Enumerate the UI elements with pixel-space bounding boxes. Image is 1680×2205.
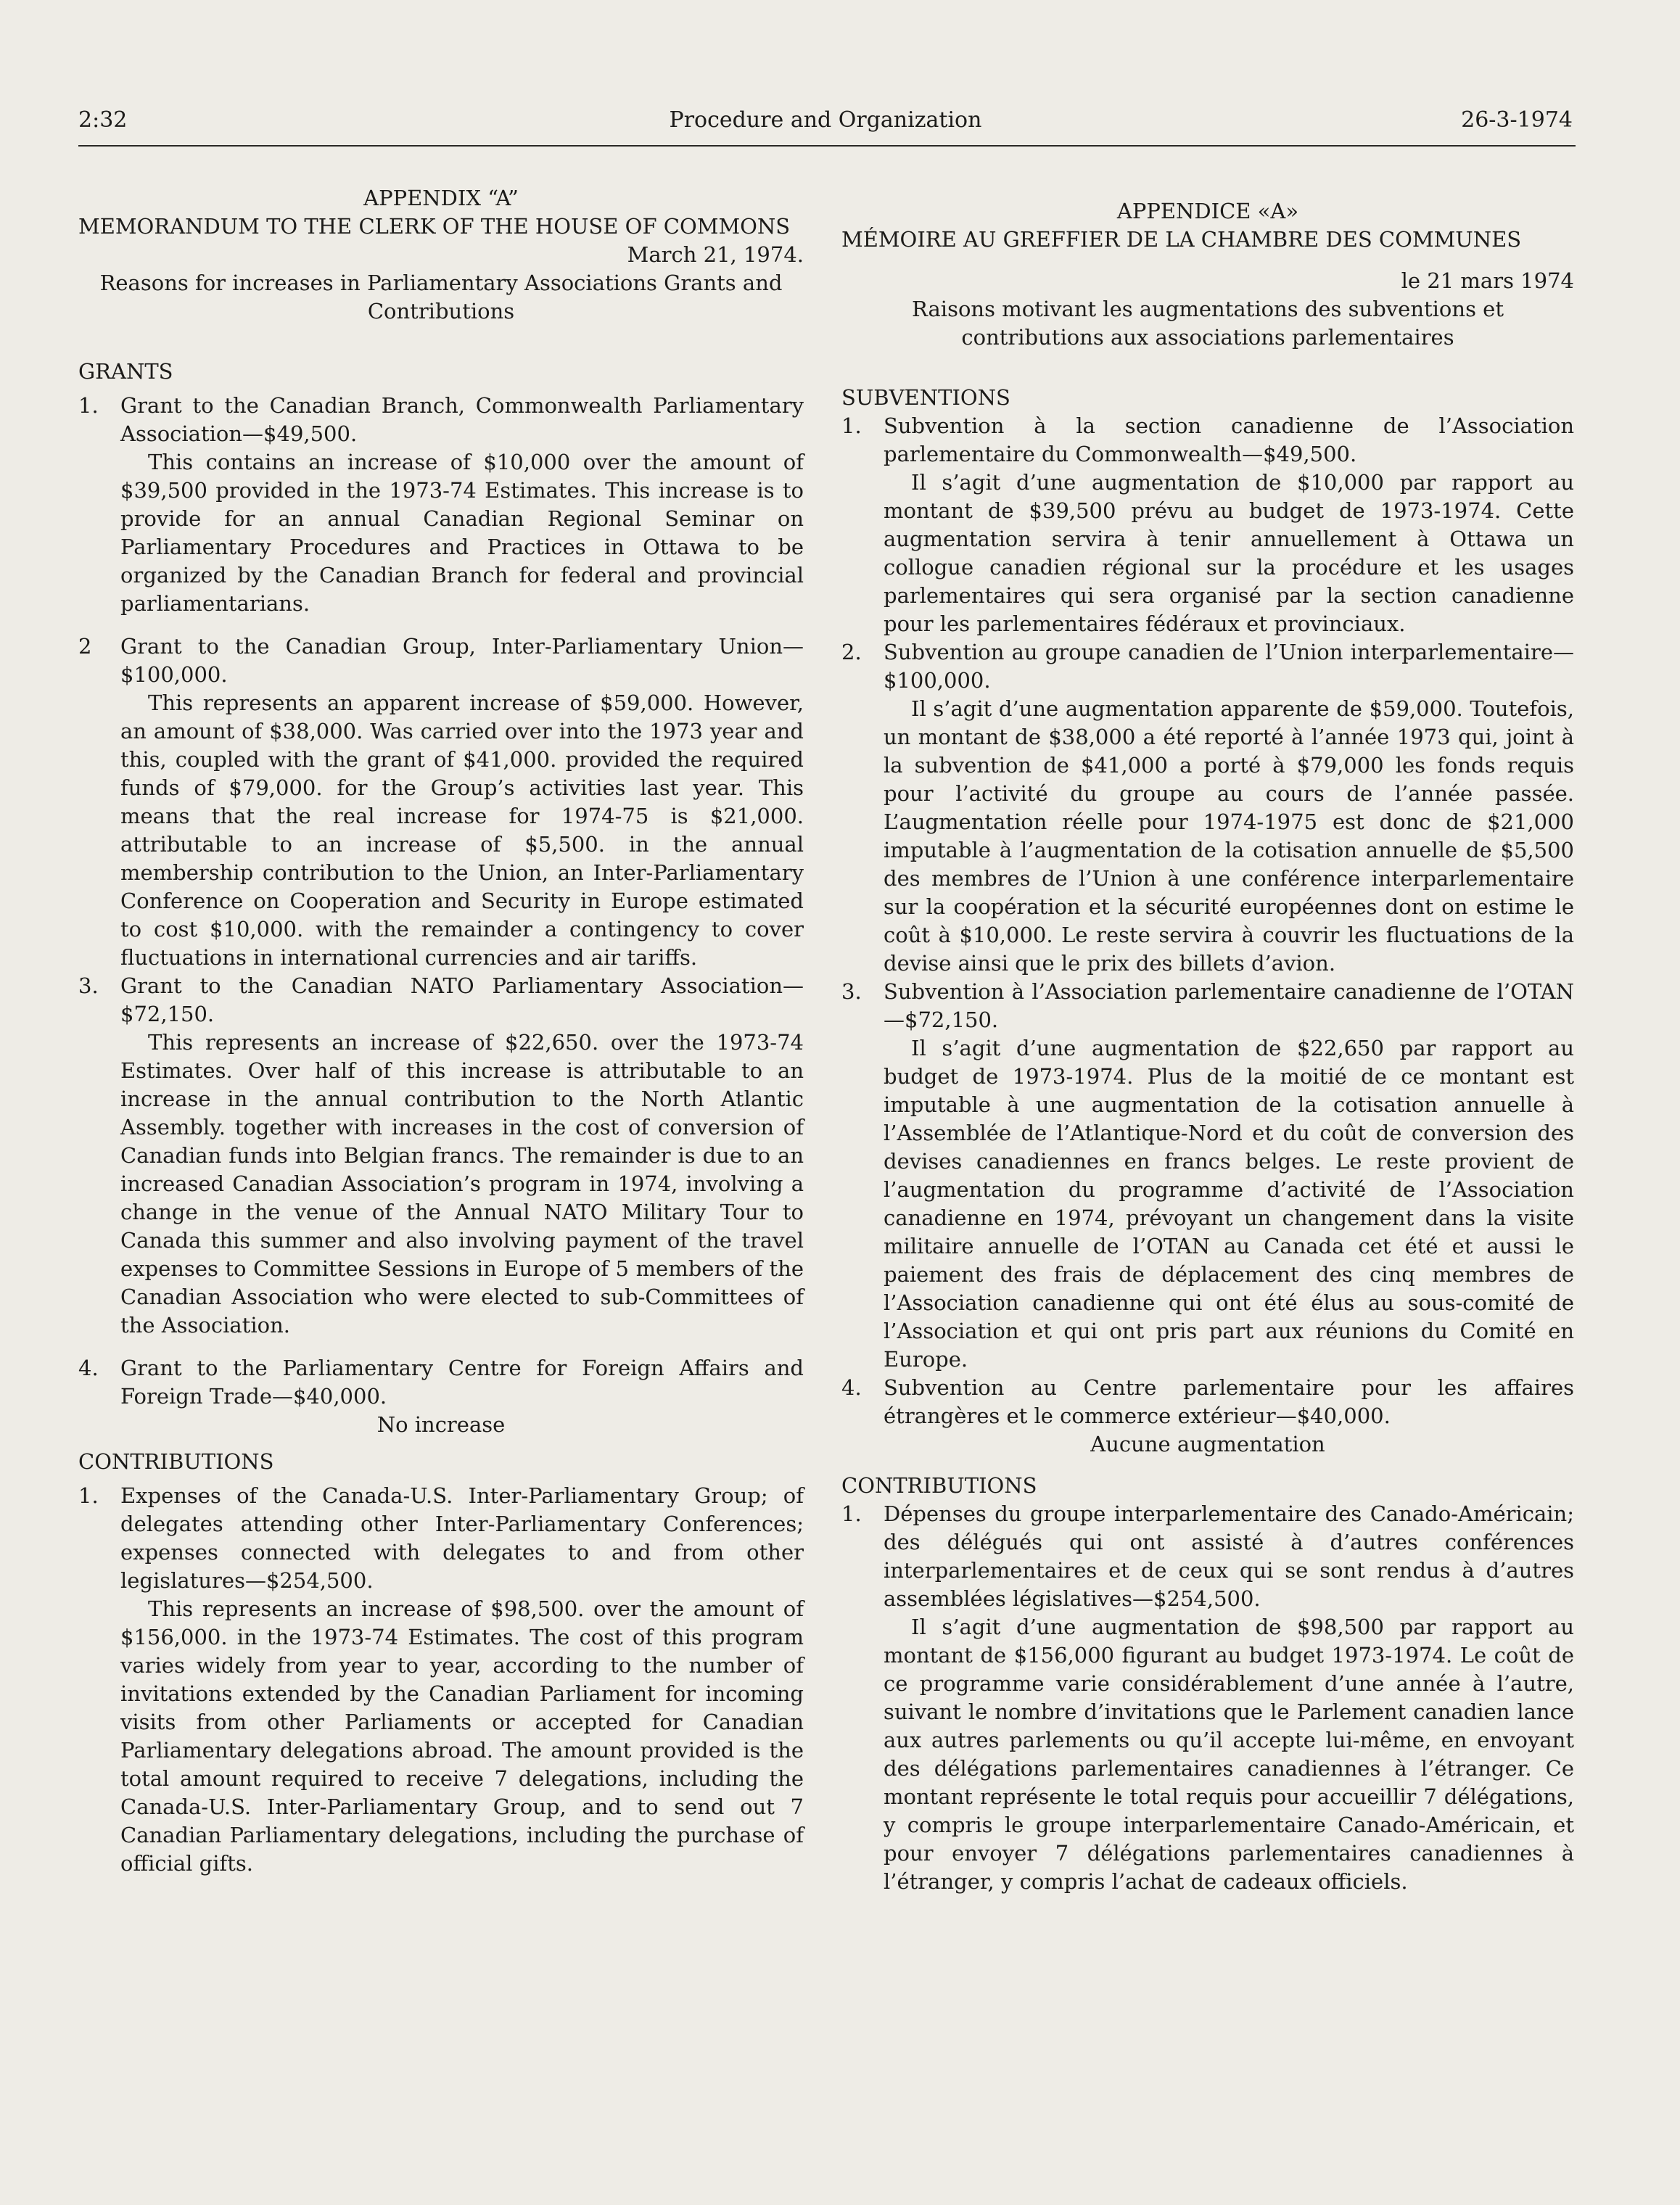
appendix-heading: APPENDIX “A” <box>363 186 519 210</box>
item-title: Subvention au groupe canadien de l’Union interparlementaire—$100,000. <box>884 640 1574 693</box>
contribution-item <box>841 1500 1574 1613</box>
header-date: 26-3-1974 <box>1461 107 1573 133</box>
item-title: Grant to the Canadian NATO Parliamentary Association—$72,150. <box>120 973 804 1026</box>
item-title: Grant to the Parliamentary Centre for Foreign Affairs and Foreign Trade—$40,000. <box>120 1356 804 1409</box>
grant-item <box>78 972 804 1029</box>
no-increase-note: No increase <box>376 1412 506 1437</box>
memo-subtitle: Raisons motivant les augmentations des subventions et contributions aux associations parlementaires <box>912 297 1504 350</box>
item-text: This represents an increase of $98,500. over the amount of $156,000. in the 1973-74 Estimates. The cost of this program varies widely from year to year, according to the number of invitations extended by the Canadian Parliament for incoming visits from other Parliaments or accepted for Canadian Parliamentary delegations abroad. The amount provided is the total amount required to receive 7 delegations, including the Canada-U.S. Inter-Parliamentary Group, and to send out 7 Canadian Parliamentary delegations, including the purchase of official gifts. <box>120 1596 804 1876</box>
item-text: This represents an apparent increase of $59,000. However, an amount of $38,000. Was carried over into the 1973 year and this, coupled with the grant of $41,000. provided the required funds of $79,000. for the Group’s activities last year. This means that the real increase for 1974-75 is $21,000. attributable to an increase of $5,500. in the annual membership contribution to the Union, an Inter-Parliamentary Conference on Cooperation and Security in Europe estimated to cost $10,000. with the remainder a contingency to cover fluctuations in international currencies and air tariffs. <box>120 691 804 970</box>
grant-item <box>78 632 804 689</box>
item-title: Subvention à l’Association parlementaire canadienne de l’OTAN—$72,150. <box>884 979 1574 1032</box>
item-title: Grant to the Canadian Branch, Commonwealth Parliamentary Association—$49,500. <box>120 393 804 446</box>
item-title: Subvention au Centre parlementaire pour les affaires étrangères et le commerce extérieur—$40,000. <box>884 1375 1574 1428</box>
grants-heading: SUBVENTIONS <box>841 385 1010 410</box>
grant-item <box>841 1374 1574 1430</box>
header-rule <box>78 145 1576 147</box>
contributions-heading: CONTRIBUTIONS <box>841 1473 1037 1498</box>
item-text: Il s’agit d’une augmentation de $10,000 par rapport au montant de $39,500 prévu au budget de 1973-1974. Cette augmentation servira à tenir annuellement à Ottawa un collogue canadien régional sur la procédure et les usages parlementaires qui sera organisé par la section canadienne pour les parlementaires fédéraux et provinciaux. <box>884 470 1574 636</box>
item-text: Il s’agit d’une augmentation de $22,650 par rapport au budget de 1973-1974. Plus de la moitié de ce montant est imputable à une augmentation de la cotisation annuelle à l’Assemblée de l’Atlantique-Nord et du coût de conversion des devises canadiennes en francs belges. Le reste provient de l’augmentation du programme d’activité de l’Association canadienne en 1974, prévoyant un changement dans la visite militaire annuelle de l’OTAN au Canada cet été et aussi le paiement des frais de déplacement des cinq membres de l’Association canadienne qui ont été élus au sous-comité de l’Association et qui ont pris part aux réunions du Comité en Europe. <box>884 1036 1574 1372</box>
memo-title: MEMORANDUM TO THE CLERK OF THE HOUSE OF COMMONS <box>78 214 791 239</box>
item-title: Dépenses du groupe interparlementaire des Canado-Américain; des délégués qui ont assisté à d’autres conférences interparlementaires et de ceux qui se sont rendus à d’autres assemblées législatives—$254,500. <box>884 1501 1574 1611</box>
item-number: 1. <box>841 1501 862 1526</box>
item-text: This contains an increase of $10,000 over the amount of $39,500 provided in the 1973-74 Estimates. This increase is to provide for an annual Canadian Regional Seminar on Parliamentary Procedures and Practices in Ottawa to be organized by the Canadian Branch for federal and provincial parliamentarians. <box>120 450 804 616</box>
french-column <box>841 197 1574 1896</box>
appendix-heading: APPENDICE «A» <box>1116 199 1299 223</box>
item-title: Grant to the Canadian Group, Inter-Parliamentary Union—$100,000. <box>120 634 804 687</box>
item-number: 1. <box>841 413 862 438</box>
memo-subtitle: Reasons for increases in Parliamentary Associations Grants and Contributions <box>99 271 783 323</box>
grant-item <box>78 1354 804 1411</box>
item-number: 4. <box>78 1356 99 1380</box>
item-number: 3. <box>841 979 862 1004</box>
grant-item <box>78 392 804 448</box>
item-number: 4. <box>841 1375 862 1400</box>
item-number: 2 <box>78 634 92 659</box>
memo-date: March 21, 1974. <box>627 242 804 267</box>
page-number: 2:32 <box>78 107 128 133</box>
english-column <box>78 184 804 1878</box>
no-increase-note: Aucune augmentation <box>1090 1432 1325 1456</box>
memo-title: MÉMOIRE AU GREFFIER DE LA CHAMBRE DES COMMUNES <box>841 227 1522 252</box>
page-header <box>78 107 1573 145</box>
item-title: Subvention à la section canadienne de l’Association parlementaire du Commonwealth—$49,500. <box>884 413 1574 466</box>
grant-item <box>841 978 1574 1034</box>
item-title: Expenses of the Canada-U.S. Inter-Parliamentary Group; of delegates attending other Inter-Parliamentary Conferences; expenses connected with delegates to and from other legislatures—$254,500. <box>120 1483 804 1593</box>
item-text: Il s’agit d’une augmentation de $98,500 par rapport au montant de $156,000 figurant au budget 1973-1974. Le coût de ce programme varie considérablement d’une année à l’autre, suivant le nombre d’invitations que le Parlement canadien lance aux autres parlements ou qu’il accepte lui-même, en envoyant des délégations parlementaires canadiennes à l’étranger. Ce montant représente le total requis pour accueillir 7 délégations, y compris le groupe interparlementaire Canado-Américain, et pour envoyer 7 délégations parlementaires canadiennes à l’étranger, y compris l’achat de cadeaux officiels. <box>884 1615 1574 1894</box>
grant-item <box>841 638 1574 695</box>
item-text: Il s’agit d’une augmentation apparente de $59,000. Toutefois, un montant de $38,000 a été reporté à l’année 1973 qui, joint à la subvention de $41,000 a porté à $79,000 les fonds requis pour l’activité du groupe au cours de l’année passée. L’augmentation réelle pour 1974-1975 est donc de $21,000 imputable à l’augmentation de la cotisation annuelle de $5,500 des membres de l’Union à une conférence interparlementaire sur la coopération et la sécurité européennes dont on estime le coût à $10,000. Le reste servira à couvrir les fluctuations de la devise ainsi que le prix des billets d’avion. <box>884 696 1574 976</box>
memo-date: le 21 mars 1974 <box>1401 268 1574 293</box>
item-number: 2. <box>841 640 862 664</box>
contribution-item <box>78 1482 804 1595</box>
grant-item <box>841 412 1574 469</box>
item-number: 1. <box>78 1483 99 1508</box>
contributions-heading: CONTRIBUTIONS <box>78 1449 274 1474</box>
running-title: Procedure and Organization <box>669 107 982 133</box>
item-number: 1. <box>78 393 99 418</box>
item-number: 3. <box>78 973 99 998</box>
grants-heading: GRANTS <box>78 359 173 384</box>
item-text: This represents an increase of $22,650. over the 1973-74 Estimates. Over half of this increase is attributable to an increase in the annual contribution to the North Atlantic Assembly. together with increases in the cost of conversion of Canadian funds into Belgian francs. The remainder is due to an increased Canadian Association’s program in 1974, involving a change in the venue of the Annual NATO Military Tour to Canada this summer and also involving payment of the travel expenses to Committee Sessions in Europe of 5 members of the Canadian Association who were elected to sub-Committees of the Association. <box>120 1030 804 1338</box>
